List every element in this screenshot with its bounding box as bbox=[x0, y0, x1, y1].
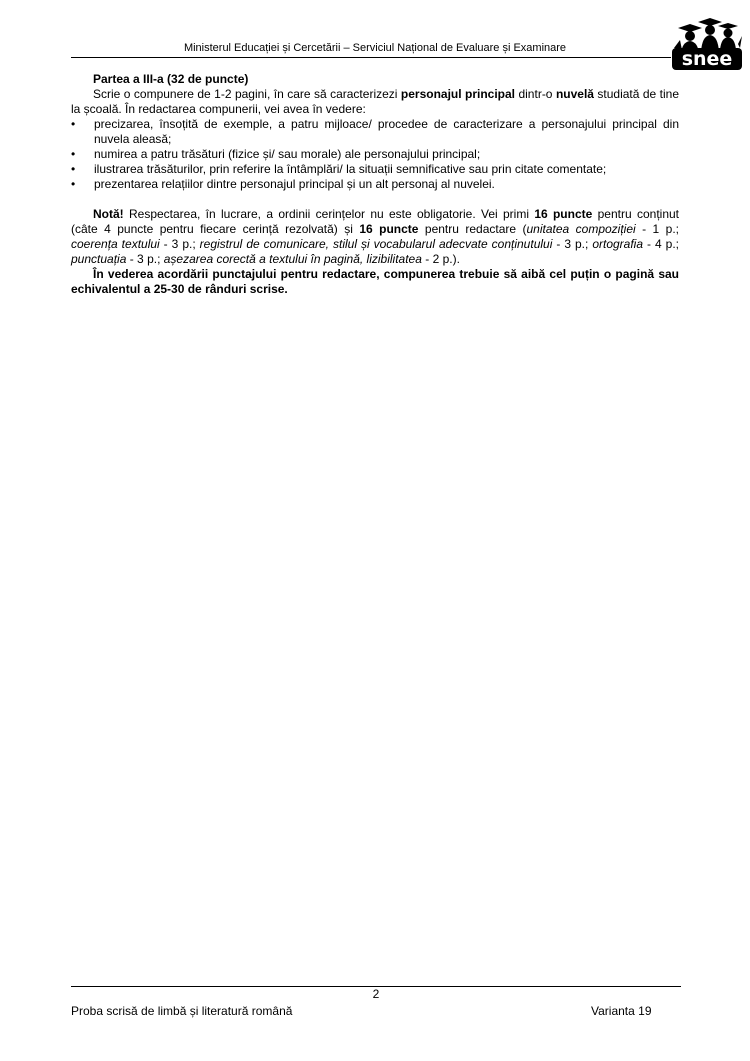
list-item: • precizarea, însoțită de exemple, a patru mijloace/ procedee de caracterizare a personajului principal din nuvela aleasă; bbox=[71, 117, 679, 146]
requirements-list bbox=[71, 117, 679, 192]
section-title: Partea a III-a (32 de puncte) bbox=[93, 72, 249, 86]
exam-subject: Proba scrisă de limbă și literatură română bbox=[71, 1004, 293, 1018]
exam-content bbox=[71, 72, 679, 297]
list-item: • ilustrarea trăsăturilor, prin referire la întâmplări/ la situații semnificative sau prin citate comentate; bbox=[71, 162, 607, 176]
section-intro: Scrie o compunere de 1-2 pagini, în care să caracterizezi personajul principal dintr-o nuvelă studiată de tine la școală. În redactarea compunerii, vei avea în vedere: bbox=[71, 87, 679, 116]
graduates-silhouette-icon bbox=[668, 14, 744, 72]
exam-variant: Varianta 19 bbox=[591, 1004, 652, 1018]
bullet-icon: • bbox=[71, 177, 76, 191]
bullet-icon: • bbox=[71, 117, 76, 131]
list-item: • prezentarea relațiilor dintre personajul principal și un alt personaj al nuvelei. bbox=[71, 177, 495, 191]
bullet-icon: • bbox=[71, 162, 76, 176]
bullet-icon: • bbox=[71, 147, 76, 161]
logo-text: snee bbox=[681, 48, 733, 70]
list-item: • numirea a patru trăsături (fizice și/ sau morale) ale personajului principal; bbox=[71, 147, 481, 161]
page-number: 2 bbox=[372, 987, 380, 1001]
page-header: Ministerul Educației și Cercetării – Serviciul Național de Evaluare și Examinare bbox=[183, 42, 567, 54]
snee-logo bbox=[668, 14, 744, 72]
length-requirement: În vederea acordării punctajului pentru redactare, compunerea trebuie să aibă cel puțin o pagină sau echivalentul a 25-30 de rânduri scrise. bbox=[71, 267, 679, 296]
grading-note: Notă! Respectarea, în lucrare, a ordinii cerințelor nu este obligatorie. Vei primi 16 puncte pentru conținut (câte 4 puncte pentru fiecare cerință rezolvată) și 16 puncte pentru redactare (unitatea compoziției - 1 p.; coerența textului - 3 p.; registrul de comunicare, stilul și vocabularul adecvate conținutului - 3 p.; ortografia - 4 p.; punctuația - 3 p.; așezarea corectă a textului în pagină, lizibilitatea - 2 p.). bbox=[71, 207, 680, 266]
header-divider bbox=[71, 57, 671, 58]
